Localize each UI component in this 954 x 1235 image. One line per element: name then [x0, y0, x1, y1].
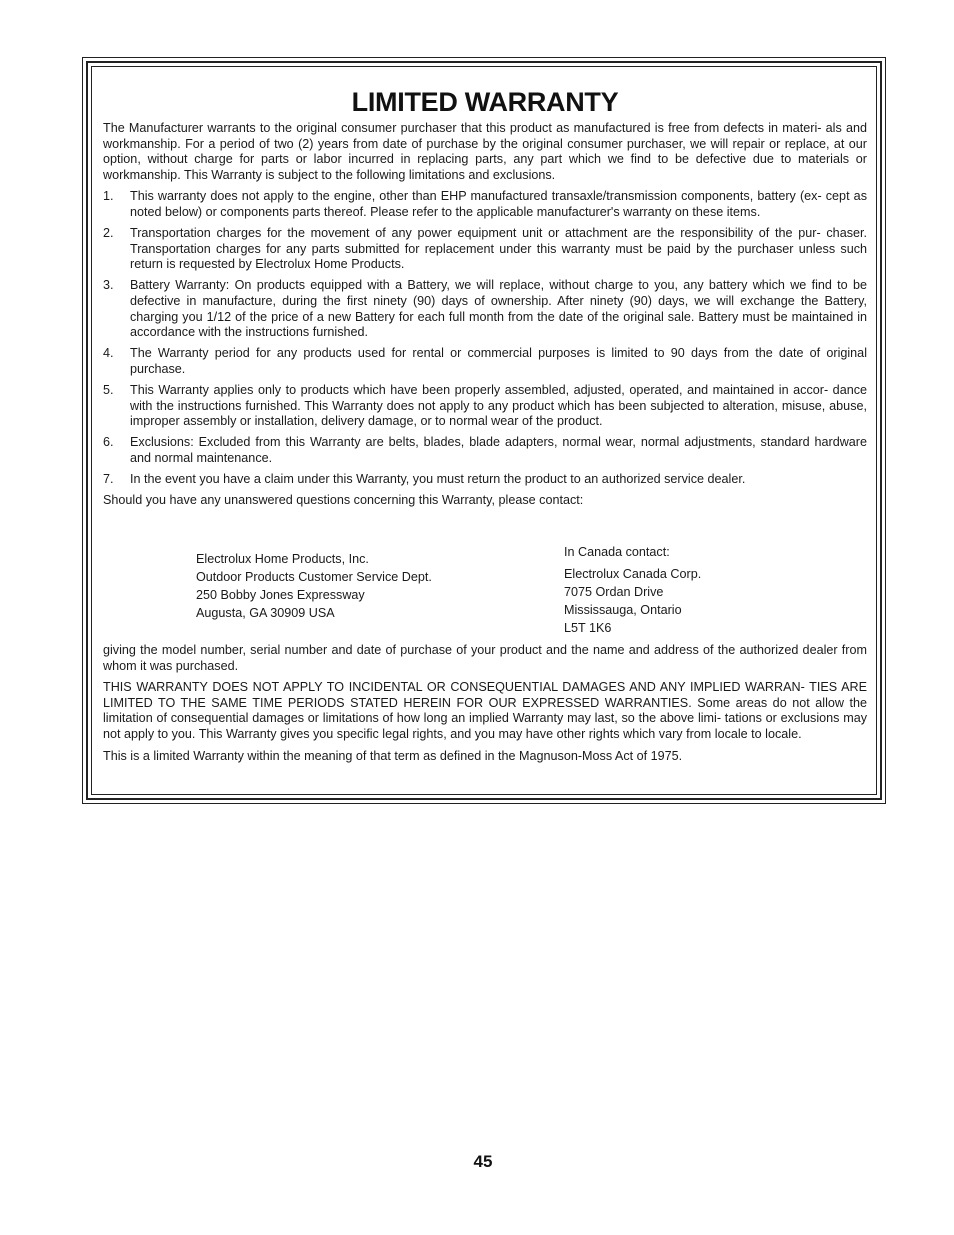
list-item-text: This warranty does not apply to the engine, other than EHP manufactured transaxle/transmission components, battery (ex- cept as noted below) or components parts thereof. Please refer to the applicable manufacturer's warranty on these items.: [130, 189, 867, 219]
us-address-line: Outdoor Products Customer Service Dept.: [196, 570, 432, 585]
list-item: [103, 383, 867, 430]
warranty-content: [103, 86, 867, 764]
list-item-number: 6.: [103, 435, 114, 450]
list-item-number: 3.: [103, 278, 114, 293]
list-item: [103, 226, 867, 273]
contact-addresses: [103, 509, 867, 637]
list-item-text: Battery Warranty: On products equipped with a Battery, we will replace, without charge to you, any battery which we find to be defective in manufacture, during the first ninety (90) days of ownership. After ninety (90) days, we will exchange the Battery, charging you 1/12 of the price of a new Battery for each full month from the date of the original sale. Battery must be maintained in accordance with the instructions furnished.: [130, 278, 867, 340]
canada-address-line: L5T 1K6: [564, 621, 612, 636]
disclaimer-paragraph: THIS WARRANTY DOES NOT APPLY TO INCIDENTAL OR CONSEQUENTIAL DAMAGES AND ANY IMPLIED WARRAN- TIES ARE LIMITED TO THE SAME TIME PERIODS STATED HEREIN FOR OUR EXPRESSED WARRANTIES. Some areas do not allow the limitation of consequential damages or limitations of how long an implied Warranty may last, so the above limi- tations or exclusions may not apply to you. This Warranty gives you specific legal rights, and you may have other rights which vary from locale to locale.: [103, 680, 867, 742]
list-item-number: 4.: [103, 346, 114, 361]
list-item: [103, 278, 867, 340]
us-address-line: 250 Bobby Jones Expressway: [196, 588, 365, 603]
canada-address-line: 7075 Ordan Drive: [564, 585, 664, 600]
list-item-text: Exclusions: Excluded from this Warranty are belts, blades, blade adapters, normal wear, normal adjustments, standard hardware and normal maintenance.: [130, 435, 867, 465]
list-item-number: 7.: [103, 471, 114, 486]
us-address-line: Electrolux Home Products, Inc.: [196, 552, 369, 567]
list-item-text: In the event you have a claim under this Warranty, you must return the product to an authorized service dealer.: [130, 471, 746, 486]
us-address: [196, 550, 432, 622]
limitations-list: [103, 189, 867, 487]
list-item-number: 1.: [103, 189, 114, 204]
canada-address: [564, 543, 701, 637]
canada-address-line: Mississauga, Ontario: [564, 603, 682, 618]
list-item-number: 2.: [103, 226, 114, 241]
list-item-number: 5.: [103, 382, 114, 397]
canada-address-line: Electrolux Canada Corp.: [564, 567, 702, 582]
list-item: [103, 435, 867, 466]
list-item: [103, 346, 867, 377]
page-number: 45: [473, 1152, 493, 1171]
us-address-line: Augusta, GA 30909 USA: [196, 606, 335, 621]
magnuson-moss-paragraph: This is a limited Warranty within the meaning of that term as defined in the Magnuson-Moss Act of 1975.: [103, 748, 683, 763]
page-title: LIMITED WARRANTY: [351, 87, 619, 117]
list-item-text: Transportation charges for the movement of any power equipment unit or attachment are the responsibility of the pur- chaser. Transportation charges for any parts submitted for replacement under this warranty must be paid by the purchaser unless such return is requested by Electrolux Home Products.: [130, 226, 867, 272]
list-item: [103, 472, 867, 488]
list-item: [103, 189, 867, 220]
giving-paragraph: giving the model number, serial number and date of purchase of your product and the name and address of the authorized dealer from whom it was purchased.: [103, 643, 867, 673]
contact-intro: Should you have any unanswered questions concerning this Warranty, please contact:: [103, 493, 584, 508]
list-item-text: The Warranty period for any products used for rental or commercial purposes is limited to 90 days from the date of original purchase.: [130, 346, 867, 376]
intro-paragraph: The Manufacturer warrants to the original consumer purchaser that this product as manufactured is free from defects in materi- als and workmanship. For a period of two (2) years from date of purchase by the original consumer purchaser, we will repair or replace, at our option, without charge for parts or labor incurred in replacing parts, any part which we find to be defective due to materials or workmanship. This Warranty is subject to the following limitations and exclusions.: [103, 121, 867, 182]
list-item-text: This Warranty applies only to products which have been properly assembled, adjusted, operated, and maintained in accor- dance with the instructions furnished. This Warranty does not apply to any product which has been subjected to alteration, misuse, abuse, improper assembly or installation, delivery damage, or to normal wear of the product.: [130, 382, 867, 429]
canada-heading: In Canada contact:: [564, 545, 670, 560]
